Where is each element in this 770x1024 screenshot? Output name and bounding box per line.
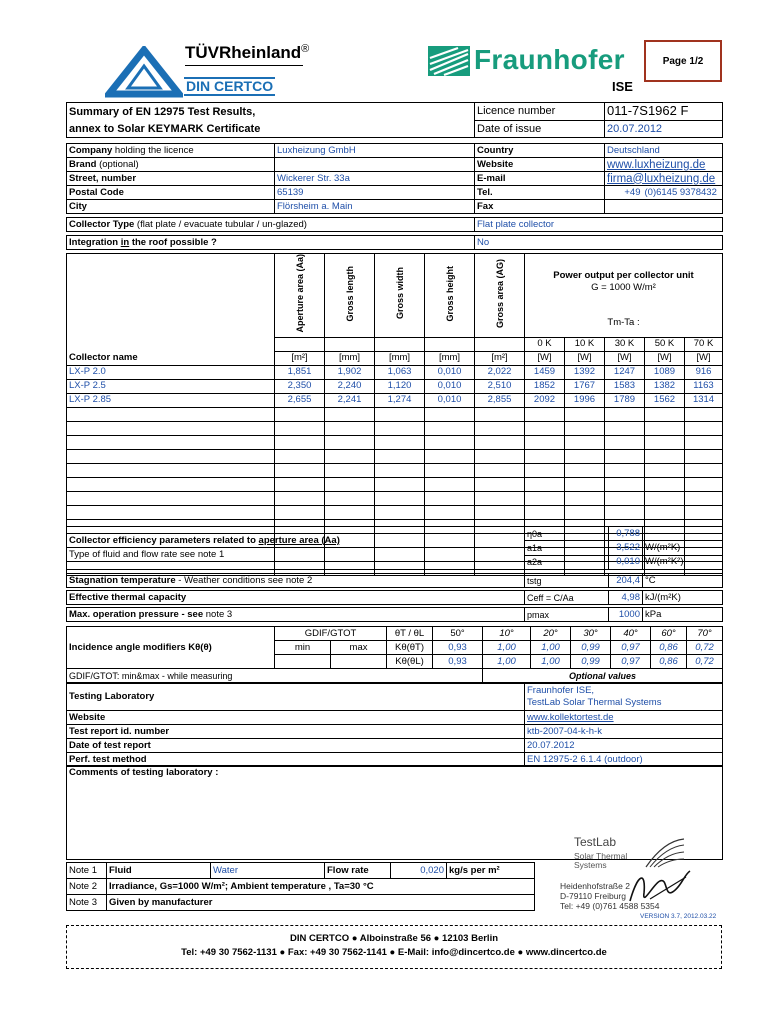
integration-table (66, 235, 723, 250)
stamp-sub1: Solar Thermal (574, 851, 628, 861)
empty-row (67, 463, 723, 477)
collector-dim-value (375, 435, 425, 449)
collector-power-value (525, 477, 565, 491)
street-label: Street, number (67, 172, 275, 186)
stagnation-label-rest: - Weather conditions see note 2 (175, 574, 313, 586)
fraunhofer-logo-mark (428, 46, 470, 76)
collector-power-value: 1852 (525, 379, 565, 393)
a2-unit: W/(m²K²) (643, 555, 723, 569)
collector-power-value (685, 505, 723, 519)
collector-power-value (685, 407, 723, 421)
eta-label: η0a (525, 527, 609, 541)
signature-icon (624, 863, 694, 909)
a2-label: a2a (525, 555, 609, 569)
note1-label: Note 1 (67, 863, 107, 879)
iam-theta-header: θT / θL (387, 627, 433, 641)
empty-row (67, 407, 723, 421)
collector-dim-value: 0,010 (425, 379, 475, 393)
lab-value-1: Fraunhofer ISE, (527, 685, 595, 696)
collector-name (67, 505, 275, 519)
collector-dim-value (425, 407, 475, 421)
stagnation-sym: tstg (525, 574, 609, 588)
tel-prefix: +49 (605, 186, 643, 200)
collector-dim-value (375, 491, 425, 505)
collector-dim-value (425, 477, 475, 491)
collector-power-value (525, 449, 565, 463)
iam-max: max (331, 641, 387, 655)
fax-label: Fax (475, 200, 605, 214)
empty-row (67, 505, 723, 519)
ise-label: ISE (612, 79, 633, 94)
collector-power-value (605, 449, 645, 463)
collector-power-value (565, 435, 605, 449)
collector-dim-value (275, 477, 325, 491)
collector-power-value (565, 491, 605, 505)
fraunhofer-wordmark: Fraunhofer (474, 44, 625, 75)
flow-label: Flow rate (325, 863, 391, 879)
iam-kt-1: 1,00 (483, 641, 531, 655)
iam-angle-5: 60° (651, 627, 687, 641)
collector-dim-value: 0,010 (425, 393, 475, 407)
power-unit-2: [W] (605, 351, 645, 365)
collector-power-value (565, 449, 605, 463)
collector-dim-value (325, 491, 375, 505)
collector-dim-value (425, 463, 475, 477)
collector-dim-value: 1,063 (375, 365, 425, 379)
integration-label-u: in (120, 236, 130, 248)
email-label: E-mail (475, 172, 605, 186)
collector-dim-value (325, 421, 375, 435)
iam-label: Incidence angle modifiers Kθ(θ) (67, 627, 275, 669)
lab-website-link[interactable]: www.kollektortest.de (525, 711, 723, 725)
empty-row (67, 477, 723, 491)
a2-value: 0,010 (609, 555, 643, 569)
collector-dim-value (425, 421, 475, 435)
collector-name: LX-P 2.85 (67, 393, 275, 407)
collector-power-value (685, 421, 723, 435)
collector-power-value (605, 477, 645, 491)
collector-dim-value: 2,855 (475, 393, 525, 407)
method-value: EN 12975-2 6.1.4 (outdoor) (525, 753, 723, 767)
collector-power-value (645, 407, 685, 421)
collector-dim-value (275, 505, 325, 519)
stamp-addr1: Heidenhofstraße 2 (560, 881, 630, 891)
footer-line2: Tel: +49 30 7562-1131 ● Fax: +49 30 7562-1141 ● E-Mail: info@dincertco.de ● www.dincertco.de (181, 947, 607, 958)
collector-dim-value (425, 505, 475, 519)
collector-power-value (565, 407, 605, 421)
page-label-box (644, 40, 722, 82)
collector-name: LX-P 2.5 (67, 379, 275, 393)
brand-label-rest: (optional) (96, 158, 139, 170)
iam-angle-1: 10° (483, 627, 531, 641)
collector-power-value (685, 449, 723, 463)
tel-label: Tel. (475, 186, 605, 200)
pressure-label-rest: note 3 (205, 608, 233, 620)
lab-value-2: TestLab Solar Thermal Systems (527, 697, 662, 708)
iam-kt-6: 0,72 (687, 641, 723, 655)
power-g: G = 1000 W/m² (591, 282, 656, 294)
stagnation-value: 204,4 (609, 574, 643, 588)
empty-row (67, 435, 723, 449)
collector-dim-value (475, 505, 525, 519)
issue-value: 20.07.2012 (605, 120, 723, 138)
collector-dim-value: 2,022 (475, 365, 525, 379)
a1-value: 3,522 (609, 541, 643, 555)
efficiency-line1: Collector efficiency parameters related to (69, 535, 259, 546)
power-temp-50k: 50 K (645, 337, 685, 351)
testing-table (66, 683, 723, 767)
efficiency-line1-u: aperture area (Aa) (258, 535, 340, 546)
stagnation-unit: °C (643, 574, 723, 588)
collector-power-value: 1163 (685, 379, 723, 393)
email-link[interactable]: firma@luxheizung.de (605, 172, 723, 186)
collector-dim-value: 0,010 (425, 365, 475, 379)
collector-type-value: Flat plate collector (475, 218, 723, 232)
collector-power-value (565, 463, 605, 477)
report-value: ktb-2007-04-k-h-k (525, 725, 723, 739)
collector-power-value (525, 407, 565, 421)
issue-label: Date of issue (475, 120, 605, 138)
collector-row (67, 393, 723, 407)
col-header-width: Gross width (394, 267, 405, 320)
collector-power-value: 1089 (645, 365, 685, 379)
tuv-logo (105, 46, 183, 98)
thermal-unit: kJ/(m²K) (643, 591, 723, 605)
collector-dim-value (475, 435, 525, 449)
iam-min: min (275, 641, 331, 655)
fluid-label: Fluid (107, 863, 211, 879)
collector-type-label: Collector Type (69, 218, 135, 230)
pressure-unit: kPa (643, 608, 723, 622)
iam-kl-1: 1,00 (483, 655, 531, 669)
stamp-testlab: TestLab (574, 835, 617, 849)
unit-aperture: [m²] (275, 351, 325, 365)
collector-dim-value (425, 435, 475, 449)
collector-name (67, 449, 275, 463)
col-header-aperture: Aperture area (Aa) (294, 254, 305, 333)
collector-power-value (525, 505, 565, 519)
eta-value: 0,788 (609, 527, 643, 541)
pressure-sym: pmax (525, 608, 609, 622)
fluid-value: Water (211, 863, 325, 879)
collector-power-value: 1314 (685, 393, 723, 407)
collector-power-value (645, 477, 685, 491)
col-header-height: Gross height (444, 265, 455, 322)
collector-power-value: 2092 (525, 393, 565, 407)
collector-dim-value (325, 505, 375, 519)
collector-dim-value (275, 449, 325, 463)
company-value: Luxheizung GmbH (275, 144, 475, 158)
iam-kt-3: 0,99 (571, 641, 611, 655)
collector-power-value (685, 435, 723, 449)
page-label: Page 1/2 (662, 55, 704, 67)
collector-power-value (685, 491, 723, 505)
lab-label: Testing Laboratory (67, 684, 525, 711)
collector-power-value (645, 463, 685, 477)
city-value: Flörsheim a. Main (275, 200, 475, 214)
integration-label-b: the roof possible ? (129, 236, 217, 248)
footer-box (66, 925, 722, 969)
collector-power-value (565, 421, 605, 435)
power-temp-10k: 10 K (565, 337, 605, 351)
report-date-value: 20.07.2012 (525, 739, 723, 753)
power-tm: Tm-Ta : (525, 310, 723, 337)
collector-dim-value (375, 421, 425, 435)
collector-power-value (525, 491, 565, 505)
collector-name (67, 421, 275, 435)
collector-power-value (645, 435, 685, 449)
iam-kt-0: 0,93 (433, 641, 483, 655)
collector-dim-value (275, 491, 325, 505)
efficiency-line2: Type of fluid and flow rate see note 1 (69, 549, 225, 560)
collector-dim-value: 2,241 (325, 393, 375, 407)
licence-label: Licence number (475, 103, 605, 121)
collector-power-value (605, 505, 645, 519)
pressure-value: 1000 (609, 608, 643, 622)
footer-line1: DIN CERTCO ● Alboinstraße 56 ● 12103 Berlin (289, 933, 499, 944)
tuv-wordmark: TÜVRheinland® (185, 43, 310, 62)
empty-row (67, 491, 723, 505)
iam-kl-2: 1,00 (531, 655, 571, 669)
collector-power-value: 1583 (605, 379, 645, 393)
stagnation-label: Stagnation temperature (69, 574, 176, 586)
licence-value: 011-7S1962 F (605, 103, 723, 121)
flow-value: 0,020 (391, 863, 447, 879)
company-table (66, 143, 723, 214)
iam-optional: Optional values (483, 669, 723, 683)
power-title: Power output per collector unit (553, 270, 694, 282)
collector-power-value (605, 421, 645, 435)
collector-dim-value (275, 407, 325, 421)
collector-type-label-rest: (flat plate / evacuate tubular / un-glazed) (134, 218, 307, 230)
report-label: Test report id. number (67, 725, 525, 739)
integration-value: No (475, 236, 723, 250)
collector-power-value (645, 505, 685, 519)
collector-dim-value (375, 505, 425, 519)
header-table (66, 102, 723, 138)
method-label: Perf. test method (67, 753, 525, 767)
collector-dim-value (375, 449, 425, 463)
thermal-value: 4,98 (609, 591, 643, 605)
iam-table (66, 626, 723, 683)
iam-gdif: GDIF/GTOT (275, 627, 387, 641)
collector-power-value: 1382 (645, 379, 685, 393)
thermal-label: Effective thermal capacity (67, 591, 525, 605)
comments-label: Comments of testing laboratory : (69, 767, 219, 778)
testlab-stamp (560, 835, 710, 915)
collector-dim-value (375, 407, 425, 421)
empty-row (67, 421, 723, 435)
collector-power-value (565, 477, 605, 491)
iam-kl-4: 0,97 (611, 655, 651, 669)
collector-power-value (685, 477, 723, 491)
iam-kt-label: Kθ(θT) (387, 641, 433, 655)
collector-power-value: 916 (685, 365, 723, 379)
collector-power-value (605, 463, 645, 477)
collector-dim-value (475, 491, 525, 505)
a1-unit: W/(m²K) (643, 541, 723, 555)
collector-row (67, 379, 723, 393)
thermal-sym: Ceff = C/Aa (525, 591, 609, 605)
collector-dim-value: 1,851 (275, 365, 325, 379)
collector-dim-value (475, 407, 525, 421)
collector-power-value: 1996 (565, 393, 605, 407)
iam-kt-4: 0,97 (611, 641, 651, 655)
collector-dim-value (325, 477, 375, 491)
eta-unit: - (643, 527, 723, 541)
collector-power-value (605, 435, 645, 449)
collector-dim-value: 1,902 (325, 365, 375, 379)
collector-power-value: 1767 (565, 379, 605, 393)
collector-dim-value: 1,120 (375, 379, 425, 393)
iam-kl-6: 0,72 (687, 655, 723, 669)
integration-label-a: Integration (69, 236, 121, 248)
report-date-label: Date of test report (67, 739, 525, 753)
country-value: Deutschland (605, 144, 723, 158)
iam-kl-label: Kθ(θL) (387, 655, 433, 669)
collector-power-value (525, 421, 565, 435)
iam-angle-0: 50° (433, 627, 483, 641)
iam-kt-2: 1,00 (531, 641, 571, 655)
collector-dim-value (425, 449, 475, 463)
collector-dim-value: 2,240 (325, 379, 375, 393)
fax-value (605, 200, 723, 214)
iam-angle-2: 20° (531, 627, 571, 641)
collector-name (67, 491, 275, 505)
empty-row (67, 449, 723, 463)
lab-website-label: Website (67, 711, 525, 725)
collector-dim-value (275, 463, 325, 477)
note2-label: Note 2 (67, 879, 107, 895)
collector-power-value (645, 491, 685, 505)
power-unit-4: [W] (685, 351, 723, 365)
collector-dim-value (325, 463, 375, 477)
collector-dim-value (325, 407, 375, 421)
collector-power-value (645, 421, 685, 435)
iam-footnote: GDIF/GTOT: min&max - while measuring (67, 669, 483, 683)
collector-power-value (685, 463, 723, 477)
unit-length: [mm] (325, 351, 375, 365)
iam-angle-4: 40° (611, 627, 651, 641)
collector-dim-value (425, 491, 475, 505)
unit-height: [mm] (425, 351, 475, 365)
stamp-addr3: Tel: +49 (0)761 4588 5354 (560, 901, 660, 911)
col-header-length: Gross length (344, 265, 355, 322)
collector-dim-value: 2,350 (275, 379, 325, 393)
collector-power-value: 1247 (605, 365, 645, 379)
collector-dim-value (375, 463, 425, 477)
power-temp-0k: 0 K (525, 337, 565, 351)
collector-power-value (565, 505, 605, 519)
power-unit-1: [W] (565, 351, 605, 365)
iam-angle-3: 30° (571, 627, 611, 641)
collector-row (67, 365, 723, 379)
note3-label: Note 3 (67, 895, 107, 911)
collector-dim-value (475, 477, 525, 491)
power-unit-0: [W] (525, 351, 565, 365)
collector-dim-value (275, 435, 325, 449)
version-label: VERSION 3.7, 2012.03.22 (640, 913, 717, 920)
pressure-label: Max. operation pressure - see (69, 608, 206, 620)
doc-title-line1: Summary of EN 12975 Test Results, (67, 103, 475, 121)
collector-name (67, 463, 275, 477)
collector-name (67, 435, 275, 449)
collector-power-value (645, 449, 685, 463)
collector-power-value: 1789 (605, 393, 645, 407)
collector-power-value (605, 407, 645, 421)
company-label: Company (69, 144, 113, 156)
unit-width: [mm] (375, 351, 425, 365)
collector-name (67, 477, 275, 491)
stamp-addr2: D-79110 Freiburg (560, 891, 626, 901)
country-label: Country (475, 144, 605, 158)
city-label: City (67, 200, 275, 214)
tel-value: (0)6145 9378432 (643, 186, 723, 200)
collector-power-value (525, 463, 565, 477)
iam-kt-5: 0,86 (651, 641, 687, 655)
collector-dim-value (275, 421, 325, 435)
collector-dim-value (325, 449, 375, 463)
company-label-rest: holding the licence (112, 144, 194, 156)
postal-label: Postal Code (67, 186, 275, 200)
efficiency-table (66, 526, 723, 570)
iam-kl-3: 0,99 (571, 655, 611, 669)
collector-dim-value (475, 449, 525, 463)
collector-dim-value (325, 435, 375, 449)
a1-label: a1a (525, 541, 609, 555)
collector-dim-value (475, 421, 525, 435)
flow-unit: kg/s per m² (447, 863, 535, 879)
website-link[interactable]: www.luxheizung.de (605, 158, 723, 172)
collector-power-value: 1459 (525, 365, 565, 379)
collector-power-value (605, 491, 645, 505)
col-header-gross-area: Gross area (AG) (494, 258, 505, 328)
collector-dim-value (475, 463, 525, 477)
website-label: Website (475, 158, 605, 172)
notes-table (66, 862, 535, 911)
brand-label: Brand (69, 158, 97, 170)
power-temp-70k: 70 K (685, 337, 723, 351)
stamp-sub2: Systems (574, 860, 607, 870)
iam-kl-0: 0,93 (433, 655, 483, 669)
collector-power-value: 1562 (645, 393, 685, 407)
collector-type-table (66, 217, 723, 232)
iam-angle-6: 70° (687, 627, 723, 641)
collector-dim-value (375, 477, 425, 491)
note2-text: Irradiance, Gs=1000 W/m²; Ambient temperature , Ta=30 °C (107, 879, 535, 895)
collector-name: LX-P 2.0 (67, 365, 275, 379)
power-temp-30k: 30 K (605, 337, 645, 351)
power-unit-3: [W] (645, 351, 685, 365)
collector-name-header: Collector name (67, 351, 275, 365)
postal-value: 65139 (275, 186, 475, 200)
iam-kl-5: 0,86 (651, 655, 687, 669)
collector-dim-value: 1,274 (375, 393, 425, 407)
collector-dim-value: 2,655 (275, 393, 325, 407)
collector-power-value: 1392 (565, 365, 605, 379)
collector-dim-value: 2,510 (475, 379, 525, 393)
doc-title-line2: annex to Solar KEYMARK Certificate (67, 120, 475, 138)
brand-value (275, 158, 475, 172)
dincertco-logo: DIN CERTCO (186, 78, 274, 94)
collector-name (67, 407, 275, 421)
unit-gross-area: [m²] (475, 351, 525, 365)
note3-text: Given by manufacturer (107, 895, 535, 911)
properties-table (66, 573, 723, 622)
collector-power-value (525, 435, 565, 449)
street-value: Wickerer Str. 33a (275, 172, 475, 186)
